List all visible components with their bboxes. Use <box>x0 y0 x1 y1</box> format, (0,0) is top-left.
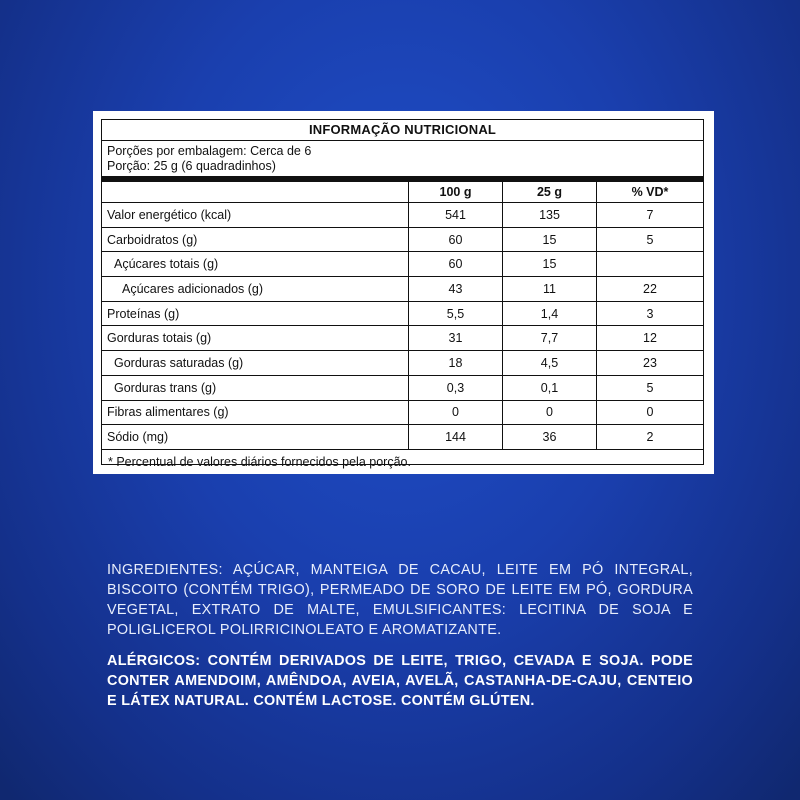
value-100g: 0 <box>409 401 503 425</box>
table-row <box>102 302 703 327</box>
header-nutrient <box>102 182 409 202</box>
table-row <box>102 252 703 277</box>
nutrient-label: Gorduras trans (g) <box>102 376 409 400</box>
value-100g: 5,5 <box>409 302 503 326</box>
value-vd: 5 <box>646 232 654 247</box>
value-vd: 2 <box>646 430 654 445</box>
value-100g: 0,3 <box>409 376 503 400</box>
value-25g: 15 <box>503 228 597 252</box>
table-row <box>102 228 703 253</box>
nutrient-label: Fibras alimentares (g) <box>102 401 409 425</box>
allergens-text: ALÉRGICOS: CONTÉM DERIVADOS DE LEITE, TRIGO, CEVADA E SOJA. PODE CONTER AMENDOIM, AMÊNDOA, AVEIA, AVELÃ, CASTANHA-DE-CAJU, CENTEIO E LÁTEX NATURAL. CONTÉM LACTOSE. CONTÉM GLÚTEN. <box>107 653 693 709</box>
ingredients-text: INGREDIENTES: AÇÚCAR, MANTEIGA DE CACAU, LEITE EM PÓ INTEGRAL, BISCOITO (CONTÉM TRIGO), PERMEADO DE SORO DE LEITE EM PÓ, GORDURA VEGETAL, EXTRATO DE MALTE, EMULSIFICANTES: LECITINA DE SOJA E POLIGLICEROL POLIRRICINOLEATO E AROMATIZANTE. <box>107 562 693 638</box>
table-row <box>102 376 703 401</box>
value-25g: 15 <box>503 252 597 276</box>
header-vd: % VD* <box>631 185 669 199</box>
value-100g: 18 <box>409 351 503 375</box>
value-vd: 3 <box>646 306 654 321</box>
table-row <box>102 425 703 450</box>
value-100g: 60 <box>409 228 503 252</box>
nutrient-label: Gorduras saturadas (g) <box>102 351 409 375</box>
value-100g: 31 <box>409 326 503 350</box>
value-vd: 5 <box>646 380 654 395</box>
nutrient-label: Açúcares totais (g) <box>102 252 409 276</box>
portion-info <box>102 141 703 176</box>
nutrient-label: Valor energético (kcal) <box>102 203 409 227</box>
nutrient-label: Carboidratos (g) <box>102 228 409 252</box>
value-100g: 144 <box>409 425 503 449</box>
table-row <box>102 401 703 426</box>
value-vd: 7 <box>646 207 654 222</box>
value-25g: 7,7 <box>503 326 597 350</box>
value-100g: 541 <box>409 203 503 227</box>
header-100g: 100 g <box>409 182 503 202</box>
table-row <box>102 326 703 351</box>
table-row <box>102 277 703 302</box>
value-25g: 4,5 <box>503 351 597 375</box>
value-100g: 60 <box>409 252 503 276</box>
servings-per-package: Porções por embalagem: Cerca de 6 <box>107 144 312 158</box>
value-vd <box>597 252 703 276</box>
header-25g: 25 g <box>503 182 597 202</box>
value-25g: 36 <box>503 425 597 449</box>
nutrient-label: Sódio (mg) <box>102 425 409 449</box>
value-vd: 23 <box>643 355 657 370</box>
value-25g: 0 <box>503 401 597 425</box>
table-row <box>102 203 703 228</box>
nutrition-title: INFORMAÇÃO NUTRICIONAL <box>102 120 703 141</box>
serving-size: Porção: 25 g (6 quadradinhos) <box>107 159 276 173</box>
table-row <box>102 351 703 376</box>
nutrition-panel <box>93 111 714 474</box>
value-vd: 0 <box>646 405 654 420</box>
value-25g: 1,4 <box>503 302 597 326</box>
nutrient-label: Gorduras totais (g) <box>102 326 409 350</box>
value-25g: 135 <box>503 203 597 227</box>
value-vd: 22 <box>643 281 657 296</box>
nutrient-label: Açúcares adicionados (g) <box>102 277 409 301</box>
nutrition-footnote: * Percentual de valores diários fornecidos pela porção. <box>108 454 411 469</box>
value-vd: 12 <box>643 331 657 346</box>
nutrition-table <box>101 119 704 469</box>
value-25g: 0,1 <box>503 376 597 400</box>
value-100g: 43 <box>409 277 503 301</box>
value-25g: 11 <box>503 277 597 301</box>
table-header-row <box>102 182 703 203</box>
nutrient-label: Proteínas (g) <box>102 302 409 326</box>
